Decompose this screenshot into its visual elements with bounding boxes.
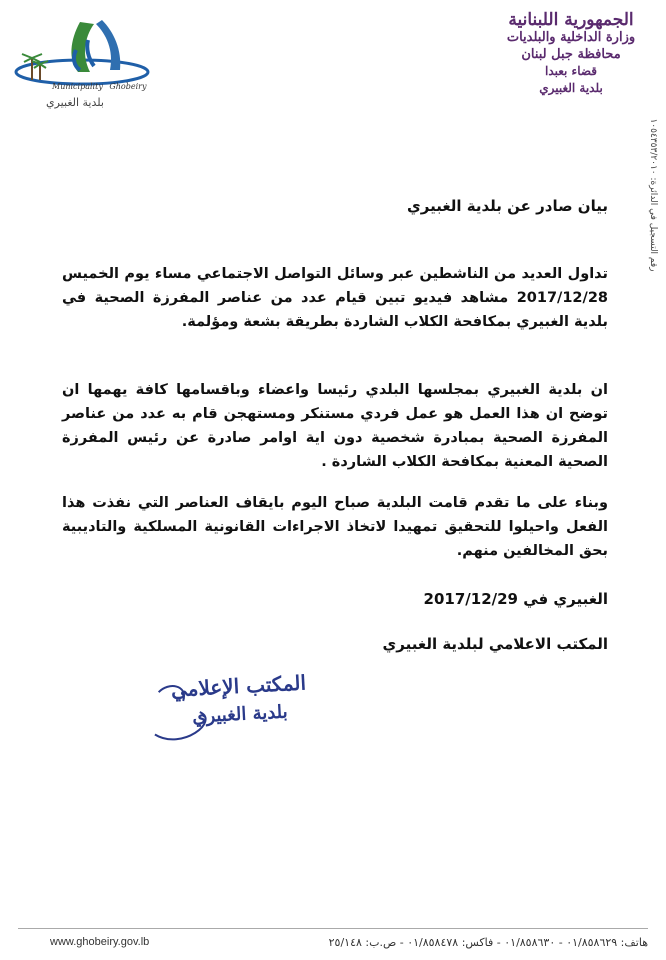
header-district: قضاء بعبدا (544, 64, 597, 78)
logo-english-text (52, 82, 151, 91)
logo-arabic-text: بلدية الغبيري (46, 96, 104, 109)
footer-website: www.ghobeiry.gov.lb (50, 936, 150, 948)
office-stamp (138, 665, 342, 765)
header-governorate: محافظة جبل لبنان (521, 47, 621, 62)
stamp-line-1: المكتب الإعلامي (170, 670, 307, 702)
header-republic: الجمهورية اللبنانية (508, 10, 634, 30)
header-ministry: وزارة الداخلية والبلديات (506, 30, 636, 45)
paragraph-2: ان بلدية الغبيري بمجلسها البلدي رئيسا واعضاء وباقسامها كافة يهمها ان توضح ان هذا العمل هو عمل فردي مستنكر ومستهجن قام به عدد من عناصر المفرزة الصحية بمبادرة شخصية دون اية اوامر صادرة عن رئيس المفرزة الصحية المعنية بمكافحة الكلاب الشاردة . (62, 382, 608, 470)
paragraph-1: تداول العديد من الناشطين عبر وسائل التواصل الاجتماعي مساء يوم الخميس 2017/12/28 مشاهد فيديو تبين قيام عدد من عناصر المفرزة الصحية في بلدية الغبيري بمكافحة الكلاب الشاردة بطريقة بشعة ومؤلمة. (62, 266, 608, 330)
letter-footer (18, 928, 648, 954)
logo-text-municipality: Municipality (52, 82, 103, 91)
date-line: الغبيري في 2017/12/29 (423, 590, 608, 608)
logo-text-ghobeiry: Ghobeiry (109, 82, 147, 91)
municipality-logo (10, 10, 160, 110)
document-title: بيان صادر عن بلدية الغبيري (407, 197, 608, 215)
registration-number: رقم التسجيل في الدائرة: ١٠٥٤٣٥٣/٢٠١٠ (648, 118, 658, 272)
paragraph-3: وبناء على ما تقدم قامت البلدية صباح اليوم بايقاف العناصر التي نفذت هذا الفعل واحيلوا للتحقيق تمهيدا لاتخاذ الاجراءات القانونية المسلكية والتاديبية بحق المخالفين منهم. (62, 495, 608, 559)
logo-emblem-icon (10, 10, 160, 110)
header-municipality: بلدية الغبيري (539, 81, 603, 95)
footer-contact: هاتف: ٠١/٨٥٨٦٢٩ - ٠١/٨٥٨٦٣٠ - فاكس: ٠١/٨٥٨٤٧٨ - ص.ب: ٢٥/١٤٨ (328, 936, 648, 949)
media-office-signature: المكتب الاعلامي لبلدية الغبيري (382, 635, 608, 653)
footer-divider (18, 928, 648, 929)
letterhead-header (486, 12, 656, 97)
stamp-line-2: بلدية الغبيري (191, 701, 289, 728)
